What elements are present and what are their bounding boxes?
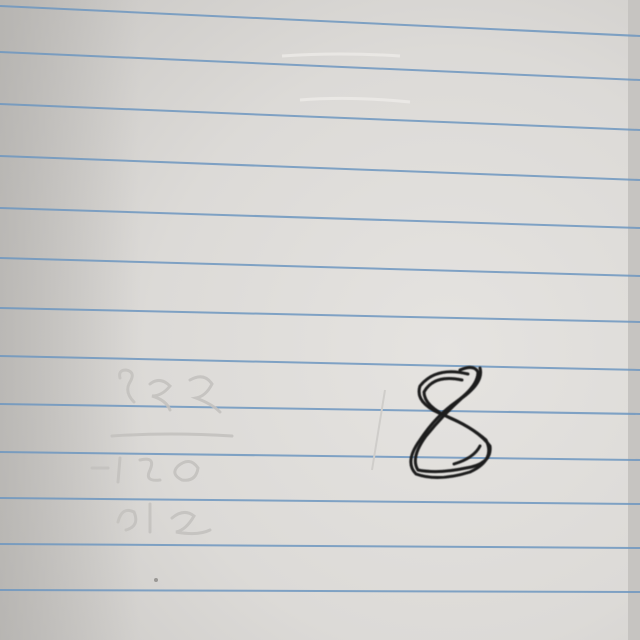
handwritten-digit-label: 8 <box>440 520 441 521</box>
paper-right-edge <box>628 0 640 640</box>
pen-dot <box>154 578 158 582</box>
